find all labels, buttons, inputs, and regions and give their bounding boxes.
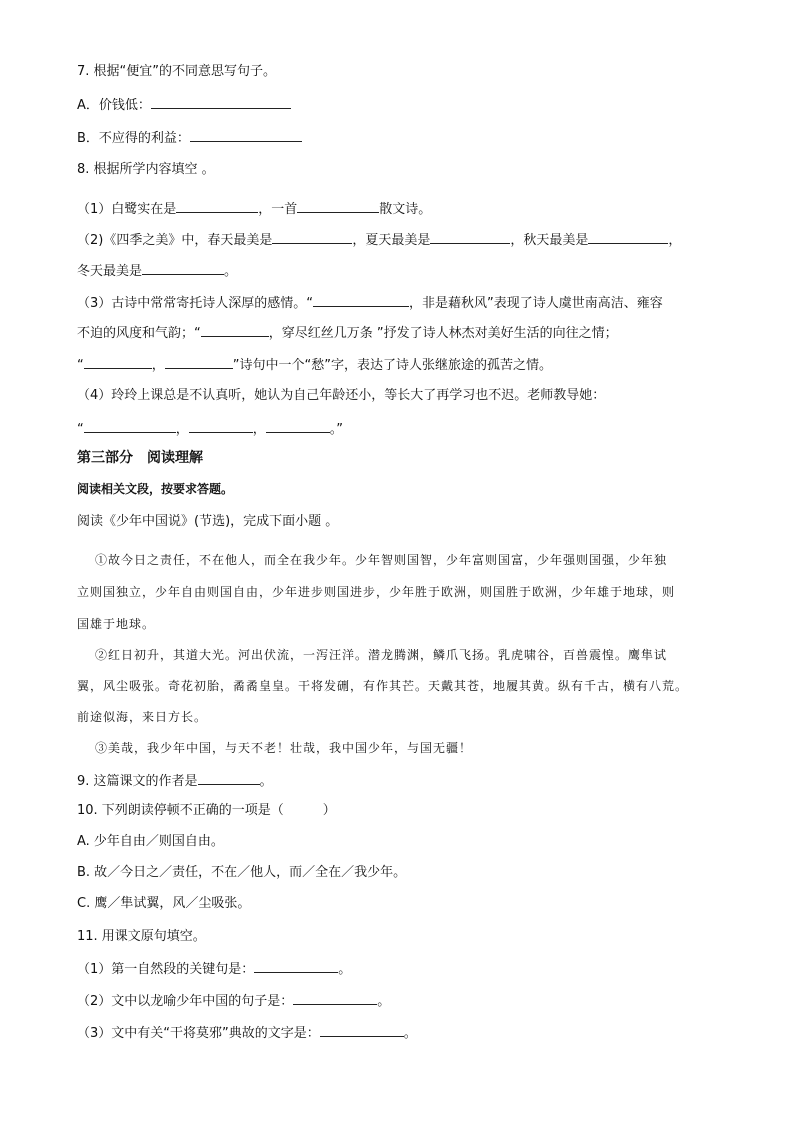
answer-blank[interactable] — [266, 418, 330, 433]
answer-blank[interactable] — [176, 198, 258, 213]
answer-blank[interactable] — [84, 354, 152, 369]
q10-option-a[interactable]: A. 少年自由／则国自由。 — [77, 834, 224, 849]
q9: 9. 这篇课文的作者是 。 — [77, 770, 273, 792]
q8-part-1: （1）白鹭实在是 ，一首 散文诗。 — [77, 198, 431, 220]
answer-blank[interactable] — [313, 292, 409, 307]
answer-blank[interactable] — [272, 229, 352, 244]
answer-blank[interactable] — [254, 958, 338, 973]
q8-part-3-line-2: 不迫的风度和气韵；“ ，穿尽红丝几万条 ”抒发了诗人林杰对美好生活的向往之情； — [77, 322, 618, 344]
answer-blank[interactable] — [190, 127, 302, 142]
answer-blank[interactable] — [320, 1022, 404, 1037]
answer-blank[interactable] — [293, 990, 377, 1005]
passage-paragraph-2-line-3: 前途似海，来日方长。 — [77, 710, 208, 724]
answer-blank[interactable] — [142, 260, 224, 275]
passage-paragraph-2-line-1: ②红日初升，其道大光。河出伏流，一泻汪洋。潜龙腾渊，鳞爪飞扬。乳虎啸谷，百兽震惶。鹰隼试 — [95, 648, 668, 662]
q11-part-3: （3）文中有关“干将莫邪”典故的文字是： 。 — [77, 1022, 417, 1044]
answer-blank[interactable] — [297, 198, 379, 213]
answer-blank[interactable] — [430, 229, 510, 244]
q8-part-2-line-1: （2)《四季之美》中，春天最美是 ，夏天最美是 ，秋天最美是 ， — [77, 229, 681, 251]
answer-blank[interactable] — [201, 322, 269, 337]
q10-option-b[interactable]: B. 故／今日之／责任，不在／他人，而／全在／我少年。 — [77, 865, 407, 880]
section-instruction: 阅读相关文段，按要求答题。 — [77, 482, 234, 496]
answer-blank[interactable] — [84, 418, 176, 433]
passage-paragraph-2-line-2: 翼，风尘吸张。奇花初胎，矞矞皇皇。干将发硎，有作其芒。天戴其苍，地履其黄。纵有千古，横有八荒。 — [77, 679, 689, 693]
section-title: 第三部分 阅读理解 — [77, 450, 203, 466]
q11-part-2: （2）文中以龙喻少年中国的句子是： 。 — [77, 990, 390, 1012]
passage-paragraph-1-line-3: 国雄于地球。 — [77, 617, 156, 631]
q8-part-3-line-3: “ ， ”诗句中一个“愁”字，表达了诗人张继旅途的孤苦之情。 — [77, 354, 552, 376]
q8-stem: 8. 根据所学内容填空 。 — [77, 162, 215, 177]
q10-option-c[interactable]: C. 鹰／隼试翼，风／尘吸张。 — [77, 896, 251, 911]
q8-part-2-line-2: 冬天最美是 。 — [77, 260, 237, 282]
passage-paragraph-3: ③美哉，我少年中国，与天不老！壮哉，我中国少年，与国无疆！ — [95, 741, 473, 755]
answer-blank[interactable] — [198, 770, 260, 785]
passage-paragraph-1-line-2: 立则国独立，少年自由则国自由，少年进步则国进步，少年胜于欧洲，则国胜于欧洲，少年雄于地球，则 — [77, 585, 676, 599]
q8-part-4-line-1: （4）玲玲上课总是不认真听，她认为自己年龄还小，等长大了再学习也不迟。老师教导她： — [77, 388, 606, 403]
q7-option-b: B．不应得的利益： — [77, 127, 302, 149]
q10-stem: 10. 下列朗读停顿不正确的一项是（ ） — [77, 803, 336, 818]
q8-part-3-line-1: （3）古诗中常常寄托诗人深厚的感情。“ ，非是藉秋风”表现了诗人虞世南高洁、雍容 — [77, 292, 663, 314]
reading-intro: 阅读《少年中国说》(节选)，完成下面小题 。 — [77, 514, 339, 529]
answer-blank[interactable] — [189, 418, 253, 433]
answer-blank[interactable] — [165, 354, 233, 369]
answer-blank[interactable] — [151, 94, 291, 109]
q7-stem: 7. 根据“便宜”的不同意思写句子。 — [77, 64, 277, 79]
q8-part-4-line-2: “ ， ， 。” — [77, 418, 343, 440]
q11-stem: 11. 用课文原句填空。 — [77, 929, 206, 944]
passage-paragraph-1-line-1: ①故今日之责任，不在他人，而全在我少年。少年智则国智，少年富则国富，少年强则国强，少年独 — [95, 553, 668, 567]
answer-blank[interactable] — [588, 229, 668, 244]
q7-option-a: A．价钱低： — [77, 94, 291, 116]
q11-part-1: （1）第一自然段的关键句是： 。 — [77, 958, 351, 980]
